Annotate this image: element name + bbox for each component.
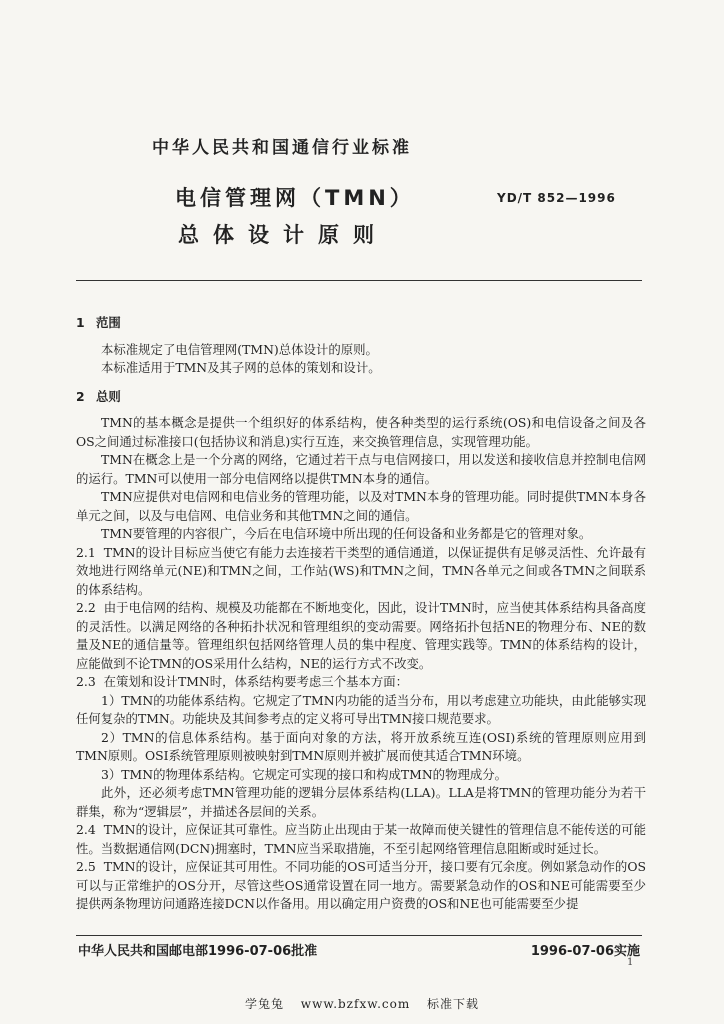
document-title-line2: 总体设计原则 — [178, 223, 388, 247]
standard-code: YD/T 852—1996 — [497, 191, 616, 205]
document-title-line1: 电信管理网（TMN） — [175, 186, 415, 210]
approval-statement: 中华人民共和国邮电部1996-07-06批准 — [78, 944, 318, 959]
section-heading — [76, 388, 646, 407]
paragraph: 本标准适用于TMN及其子网的总体的策划和设计。 — [101, 360, 381, 375]
clause — [76, 821, 646, 858]
header-divider — [76, 280, 642, 281]
paragraph: 此外，还必须考虑TMN管理功能的逻辑分层体系结构(LLA)。LLA是将TMN的管理功能分为若干群集，称为“逻辑层”，并描述各层间的关系。 — [76, 785, 646, 819]
clause-text: 由于电信网的结构、规模及功能都在不断地变化，因此，设计TMN时，应当使其体系结构具备高度的灵活性。以满足网络的各种拓扑状况和管理组织的变动需要。网络拓扑包括NE的物理分布、NE的数量及NE的通信量等。管理组织包括网络管理人员的集中程度、管理实践等。TMN的体系结构的设计，应能做到不论TMN的OS采用什么结构，NE的运行方式不改变。 — [76, 600, 646, 671]
clause-number: 2.2 — [76, 600, 96, 615]
clause-number: 2.5 — [76, 859, 96, 874]
clause-text: 在策划和设计TMN时，体系结构要考虑三个基本方面： — [103, 674, 408, 689]
paragraph: TMN应提供对电信网和电信业务的管理功能，以及对TMN本身的管理功能。同时提供TMN本身各单元之间，以及与电信网、电信业务和其他TMN之间的通信。 — [76, 489, 646, 523]
section-heading — [76, 314, 646, 333]
paragraph: TMN在概念上是一个分离的网络，它通过若干点与电信网接口，用以发送和接收信息并控制电信网的运行。TMN可以使用一部分电信网络以提供TMN本身的通信。 — [76, 452, 646, 486]
clause-text: TMN的设计，应保证其可靠性。应当防止出现由于某一故障而使关键性的管理信息不能传送的可能性。当数据通信网(DCN)拥塞时，TMN应当采取措施，不至引起网络管理信息阻断或时延过长。 — [76, 822, 646, 856]
clause — [76, 673, 646, 692]
clause-text: TMN的设计目标应当使它有能力去连接若干类型的通信通道，以保证提供有足够灵活性、允许最有效地进行网络单元(NE)和TMN之间，工作站(WS)和TMN之间，TMN各单元之间或各TMN之间联系的体系结构。 — [76, 544, 646, 597]
clause-text: TMN的设计，应保证其可用性。不同功能的OS可适当分开，接口要有冗余度。例如紧急动作的OS可以与正常维护的OS分开，尽管这些OS通常设置在同一地方。需要紧急动作的OS和NE可能需要至少提供两条物理访问通路连接DCN以作备用。用以确定用户资费的OS和NE也可能需要至少提 — [76, 859, 646, 911]
section-title: 范围 — [96, 315, 121, 330]
document-body — [76, 312, 646, 914]
clause-number: 2.4 — [76, 822, 96, 837]
paragraph: TMN的基本概念是提供一个组织好的体系结构，使各种类型的运行系统(OS)和电信设备之间及各OS之间通过标准接口(包括协议和消息)实行互连，来交换管理信息，实现管理功能。 — [76, 415, 646, 449]
paragraph: 本标准规定了电信管理网(TMN)总体设计的原则。 — [101, 341, 378, 357]
watermark — [0, 995, 724, 1012]
section-title: 总则 — [96, 388, 121, 404]
section-number: 1 — [76, 315, 85, 330]
watermark-tagline: 标准下载 — [427, 997, 480, 1011]
aspect-item: 2）TMN的信息体系结构。基于面向对象的方法，将开放系统互连(OSI)系统的管理原则应用到TMN原则。OSI系统管理原则被映射到TMN原则并被扩展而使其适合TMN环境。 — [76, 729, 646, 763]
section-number: 2 — [76, 388, 85, 404]
watermark-url[interactable]: www.bzfxw.com — [300, 997, 411, 1011]
aspect-item: 1）TMN的功能体系结构。它规定了TMN内功能的适当分布，用以考虑建立功能块，由此能够实现任何复杂的TMN。功能块及其间参考点的定义将可导出TMN接口规范要求。 — [76, 692, 646, 726]
aspect-item: 3）TMN的物理体系结构。它规定可实现的接口和构成TMN的物理成分。 — [101, 766, 508, 782]
clause — [76, 858, 646, 914]
paragraph: TMN要管理的内容很广，今后在电信环境中所出现的任何设备和业务都是它的管理对象。 — [101, 526, 592, 541]
footer-divider — [76, 935, 642, 936]
clause — [76, 544, 646, 600]
clause-number: 2.3 — [76, 674, 96, 689]
clause — [76, 599, 646, 673]
standard-category: 中华人民共和国通信行业标准 — [152, 138, 412, 158]
page-number: 1 — [627, 957, 634, 968]
clause-number: 2.1 — [76, 544, 96, 560]
watermark-site-name: 学兔兔 — [244, 997, 284, 1011]
implementation-date: 1996-07-06实施 — [530, 944, 640, 959]
